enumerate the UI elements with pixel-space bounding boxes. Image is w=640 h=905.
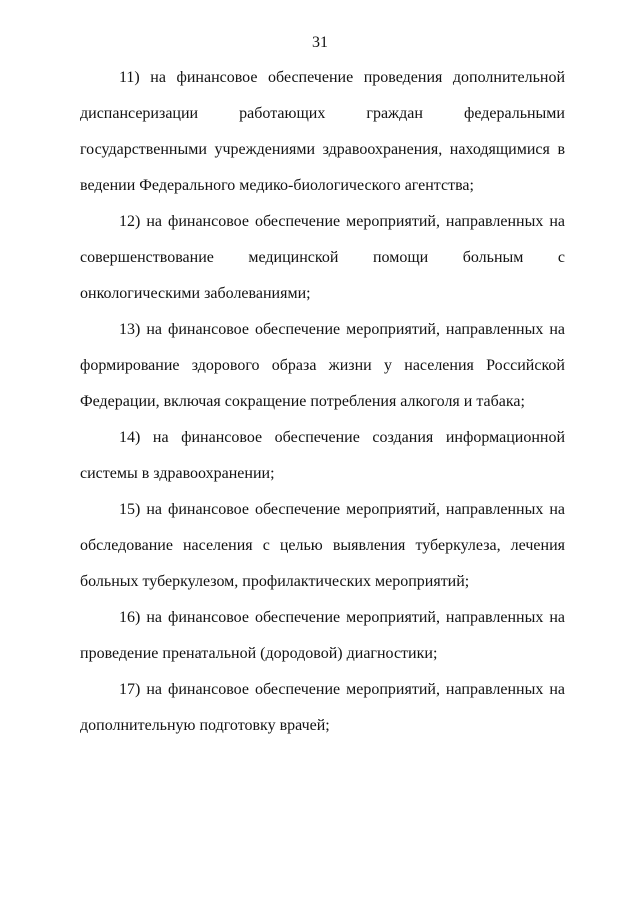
paragraph-item-17: 17) на финансовое обеспечение мероприятий, направленных на дополнительную подготовку врачей;	[80, 681, 565, 734]
paragraph-item-16: 16) на финансовое обеспечение мероприятий, направленных на проведение пренатальной (дородовой) диагностики;	[80, 609, 565, 662]
paragraph-item-11: 11) на финансовое обеспечение проведения дополнительной диспансеризации работающих граждан федеральными государственными учреждениями здравоохранения, находящимися в ведении Федерального медико-биологического агентства;	[80, 69, 565, 194]
paragraph-item-13: 13) на финансовое обеспечение мероприятий, направленных на формирование здорового образа жизни у населения Российской Федерации, включая сокращение потребления алкоголя и табака;	[80, 321, 565, 410]
paragraph-item-15: 15) на финансовое обеспечение мероприятий, направленных на обследование населения с целью выявления туберкулеза, лечения больных туберкулезом, профилактических мероприятий;	[80, 501, 565, 590]
document-body	[80, 60, 565, 744]
paragraph-item-14: 14) на финансовое обеспечение создания информационной системы в здравоохранении;	[80, 429, 565, 482]
page-number: 31	[312, 34, 328, 51]
paragraph-item-12: 12) на финансовое обеспечение мероприятий, направленных на совершенствование медицинской помощи больным с онкологическими заболеваниями;	[80, 213, 565, 302]
